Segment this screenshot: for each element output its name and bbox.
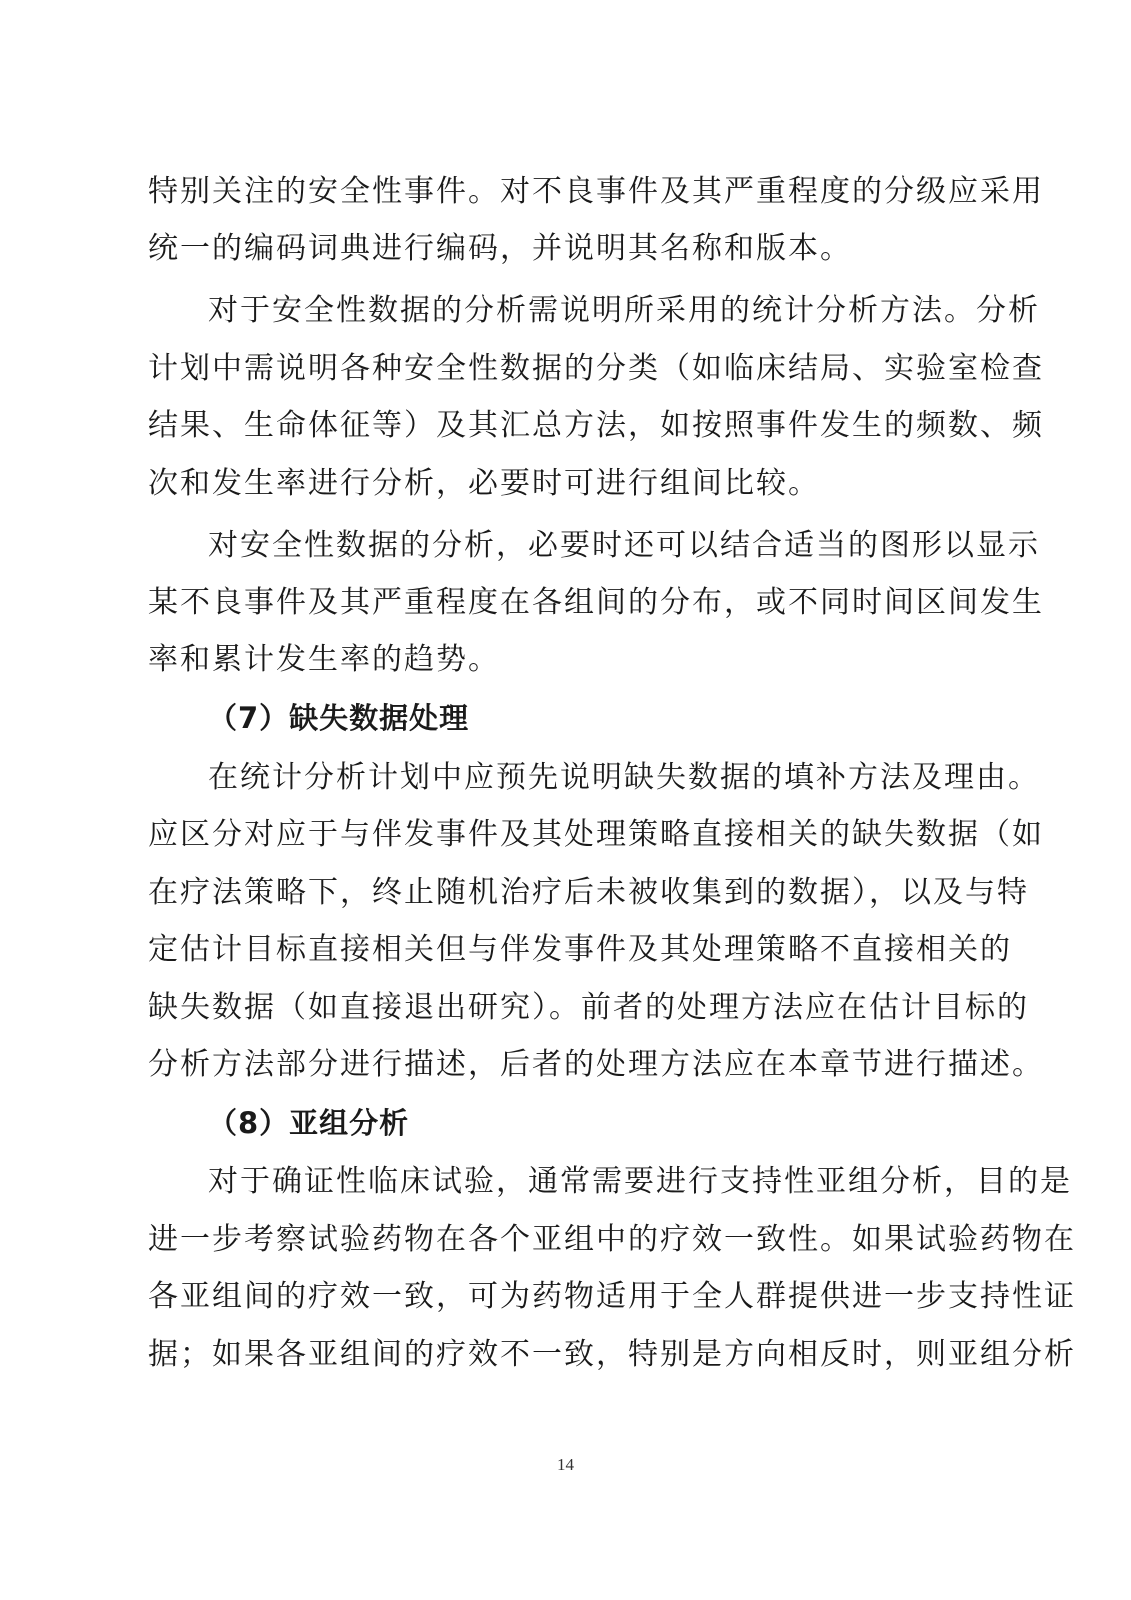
section-heading: （7）缺失数据处理 — [208, 701, 470, 735]
text-line: 次和发生率进行分析，必要时可进行组间比较。 — [148, 466, 820, 501]
text-line: 应区分对应于与伴发事件及其处理策略直接相关的缺失数据（如 — [148, 817, 1044, 852]
text-line: 对于安全性数据的分析需说明所采用的统计分析方法。分析 — [208, 293, 1040, 328]
text-line: 据；如果各亚组间的疗效不一致，特别是方向相反时，则亚组分析 — [148, 1337, 1076, 1372]
text-line: 在统计分析计划中应预先说明缺失数据的填补方法及理由。 — [208, 760, 1040, 795]
text-line: 统一的编码词典进行编码，并说明其名称和版本。 — [148, 231, 852, 266]
page-number: 14 — [557, 1455, 574, 1474]
text-line: 特别关注的安全性事件。对不良事件及其严重程度的分级应采用 — [148, 174, 1044, 209]
text-line: 对于确证性临床试验，通常需要进行支持性亚组分析，目的是 — [208, 1164, 1072, 1199]
text-line: 定估计目标直接相关但与伴发事件及其处理策略不直接相关的 — [148, 932, 1012, 967]
text-line: 分析方法部分进行描述，后者的处理方法应在本章节进行描述。 — [148, 1047, 1044, 1082]
text-line: 各亚组间的疗效一致，可为药物适用于全人群提供进一步支持性证 — [148, 1279, 1076, 1314]
text-line: 对安全性数据的分析，必要时还可以结合适当的图形以显示 — [208, 528, 1040, 563]
text-line: 某不良事件及其严重程度在各组间的分布，或不同时间区间发生 — [148, 585, 1044, 620]
section-heading: （8）亚组分析 — [208, 1106, 410, 1140]
text-line: 计划中需说明各种安全性数据的分类（如临床结局、实验室检查 — [148, 351, 1044, 386]
text-line: 结果、生命体征等）及其汇总方法，如按照事件发生的频数、频 — [148, 408, 1044, 443]
text-line: 率和累计发生率的趋势。 — [148, 642, 500, 677]
text-line: 缺失数据（如直接退出研究）。前者的处理方法应在估计目标的 — [148, 990, 1029, 1025]
text-line: 在疗法策略下，终止随机治疗后未被收集到的数据），以及与特 — [148, 875, 1029, 910]
text-line: 进一步考察试验药物在各个亚组中的疗效一致性。如果试验药物在 — [148, 1222, 1076, 1257]
